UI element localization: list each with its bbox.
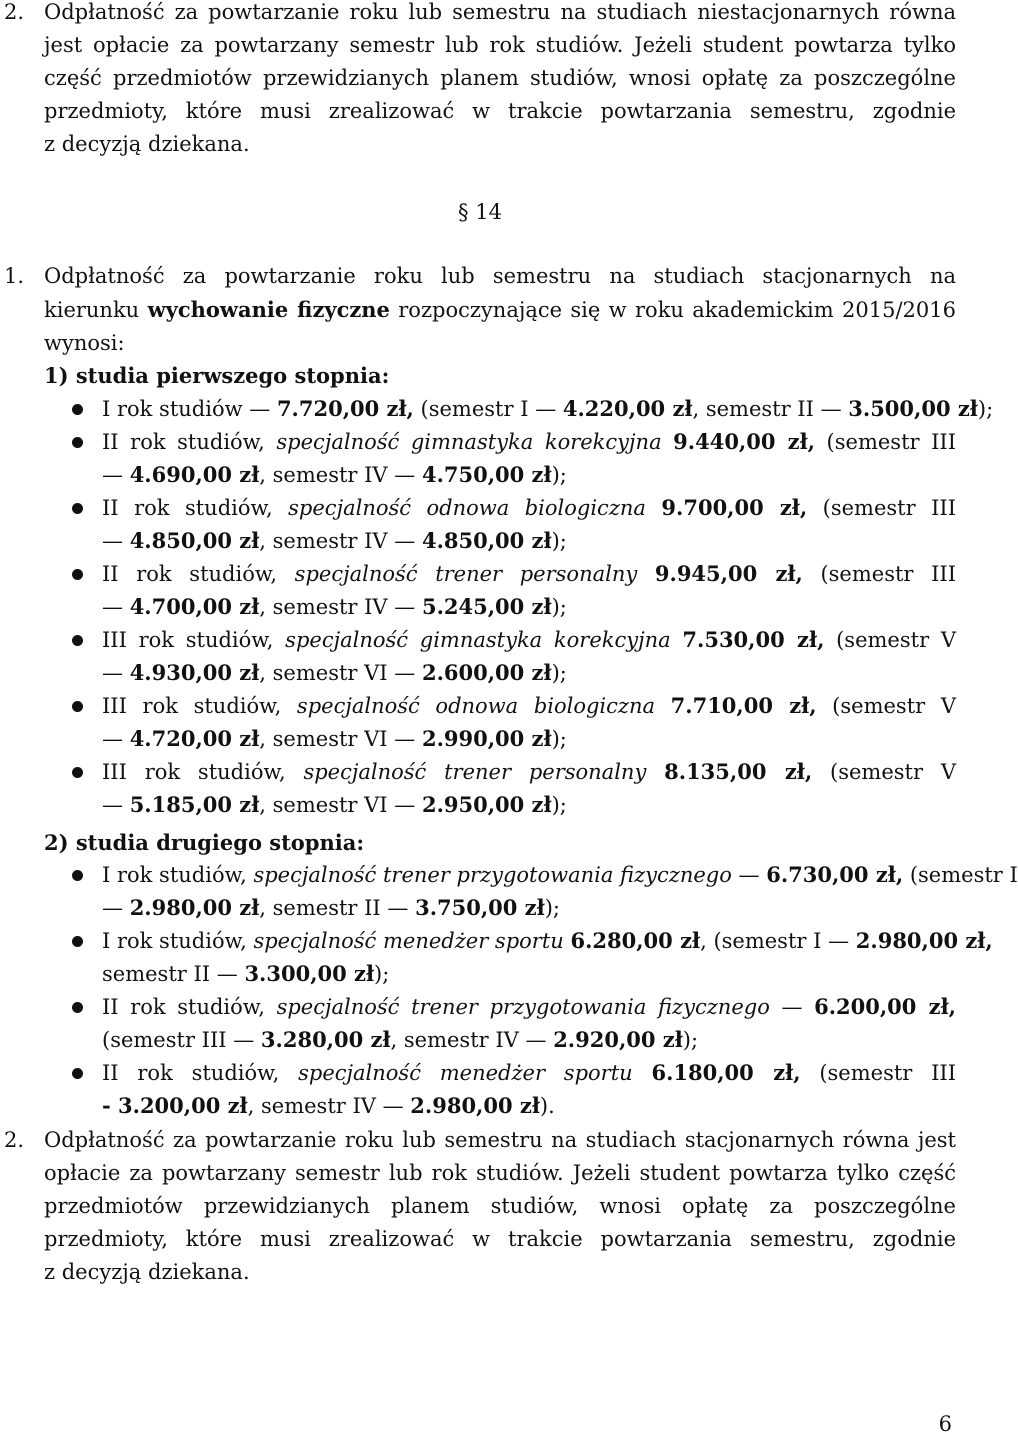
bullet-icon	[72, 1068, 83, 1079]
section-top-line-5: z decyzją dziekana.	[44, 132, 250, 156]
section-top-label: 2.	[4, 0, 25, 24]
bullet-icon	[72, 701, 83, 712]
fee-item-5-line-1: III rok studiów, specjalność gimnastyka korekcyjna 7.530,00 zł, (semestr V	[102, 627, 956, 652]
subheading-first-cycle: 1) studia pierwszego stopnia:	[44, 363, 390, 388]
section-top-line-2: jest opłacie za powtarzany semestr lub rok studiów. Jeżeli student powtarza tylko	[44, 33, 956, 57]
bullet-icon	[72, 569, 83, 580]
point1-line-1: Odpłatność za powtarzanie roku lub semestru na studiach stacjonarnych na	[44, 264, 956, 288]
fee-item-2-line-1: II rok studiów, specjalność gimnastyka korekcyjna 9.440,00 zł, (semestr III	[102, 429, 956, 454]
section-top-line-3: część przedmiotów przewidzianych planem studiów, wnosi opłatę za poszczególne	[44, 66, 956, 90]
section-bottom-line-5: z decyzją dziekana.	[44, 1260, 250, 1284]
fee-item-5-line-2: — 4.930,00 zł, semestr VI — 2.600,00 zł);	[102, 660, 567, 685]
fee-item-4-line-2: — 4.700,00 zł, semestr IV — 5.245,00 zł);	[102, 594, 567, 619]
fee-item-9-line-1: I rok studiów, specjalność menedżer sportu 6.280,00 zł, (semestr I — 2.980,00 zł,	[102, 928, 993, 953]
point1-line-3: wynosi:	[44, 331, 125, 355]
fee-item-11-line-1: II rok studiów, specjalność menedżer sportu 6.180,00 zł, (semestr III	[102, 1060, 956, 1085]
fee-item-6-line-2: — 4.720,00 zł, semestr VI — 2.990,00 zł);	[102, 726, 567, 751]
fee-item-2-line-2: — 4.690,00 zł, semestr IV — 4.750,00 zł);	[102, 462, 567, 487]
bullet-icon	[72, 1002, 83, 1013]
bullet-icon	[72, 936, 83, 947]
fee-item-7-line-1: III rok studiów, specjalność trener personalny 8.135,00 zł, (semestr V	[102, 759, 956, 784]
subheading-second-cycle: 2) studia drugiego stopnia:	[44, 830, 365, 855]
section-bottom-line-4: przedmioty, które musi zrealizować w trakcie powtarzania semestru, zgodnie	[44, 1227, 956, 1251]
section-bottom-line-2: opłacie za powtarzany semestr lub rok studiów. Jeżeli student powtarza tylko część	[44, 1161, 956, 1185]
section-top-line-4: przedmioty, które musi zrealizować w trakcie powtarzania semestru, zgodnie	[44, 99, 956, 123]
fee-item-4-line-1: II rok studiów, specjalność trener personalny 9.945,00 zł, (semestr III	[102, 561, 956, 586]
section-bottom-label: 2.	[4, 1128, 25, 1152]
bullet-icon	[72, 870, 83, 881]
fee-item-8-line-2: — 2.980,00 zł, semestr II — 3.750,00 zł);	[102, 895, 560, 920]
fee-item-3-line-2: — 4.850,00 zł, semestr IV — 4.850,00 zł);	[102, 528, 567, 553]
fee-item-11-line-2: - 3.200,00 zł, semestr IV — 2.980,00 zł).	[102, 1093, 555, 1118]
fee-item-7-line-2: — 5.185,00 zł, semestr VI — 2.950,00 zł);	[102, 792, 567, 817]
point1-line-2: kierunku wychowanie fizyczne rozpoczynające się w roku akademickim 2015/2016	[44, 297, 956, 322]
page-number: 6	[938, 1412, 952, 1436]
fee-item-8-line-1: I rok studiów, specjalność trener przygotowania fizycznego — 6.730,00 zł, (semestr I	[102, 862, 1018, 887]
fee-item-10-line-1: II rok studiów, specjalność trener przygotowania fizycznego — 6.200,00 zł,	[102, 994, 956, 1019]
fee-item-3-line-1: II rok studiów, specjalność odnowa biologiczna 9.700,00 zł, (semestr III	[102, 495, 957, 520]
section-top-line-1: Odpłatność za powtarzanie roku lub semestru na studiach niestacjonarnych równa	[44, 0, 956, 24]
bullet-icon	[72, 437, 83, 448]
section-heading: § 14	[458, 200, 502, 224]
bullet-icon	[72, 503, 83, 514]
bullet-icon	[72, 404, 83, 415]
bullet-icon	[72, 767, 83, 778]
fee-item-6-line-1: III rok studiów, specjalność odnowa biologiczna 7.710,00 zł, (semestr V	[102, 693, 956, 718]
fee-item-9-line-2: semestr II — 3.300,00 zł);	[102, 961, 390, 986]
fee-item-10-line-2: (semestr III — 3.280,00 zł, semestr IV — 2.920,00 zł);	[102, 1027, 699, 1052]
bullet-icon	[72, 635, 83, 646]
section-bottom-line-1: Odpłatność za powtarzanie roku lub semestru na studiach stacjonarnych równa jest	[44, 1128, 956, 1152]
point1-label: 1.	[4, 264, 25, 288]
section-bottom-line-3: przedmiotów przewidzianych planem studiów, wnosi opłatę za poszczególne	[44, 1194, 956, 1218]
fee-item-1: I rok studiów — 7.720,00 zł, (semestr I — 4.220,00 zł, semestr II — 3.500,00 zł);	[102, 396, 994, 421]
